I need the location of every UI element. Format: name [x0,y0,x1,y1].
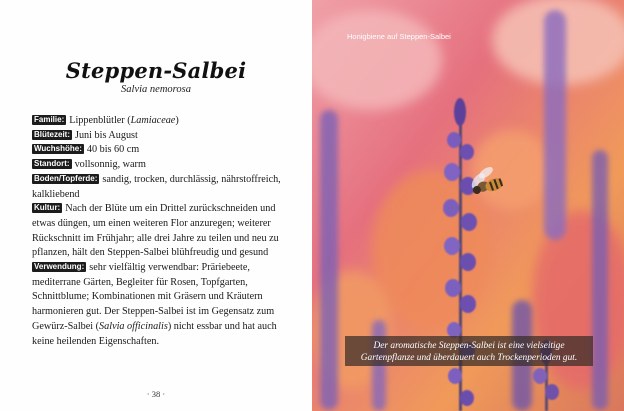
usage-text: sehr vielfältig verwendbar: Präriebeete, mediterrane Gärten, Begleiter für Rosen, Topfgarten, Schnittblume; Kombinationen mit Gräsern und Kräutern harmonieren gut. Der Steppen-Salbei ist im Gegensatz zum Gewürz-Salbei ( [32,262,275,332]
label-height: Wuchshöhe: [34,144,82,154]
entry-location [32,158,284,173]
location-text: vollsonnig, warm [74,159,146,171]
bloom-time-text: Juni bis August [75,129,138,141]
plant-profile [32,114,284,349]
label-soil: Boden/Topferde: [34,173,98,183]
plant-title: Steppen-Salbei [65,58,247,83]
label-location: Standort: [34,159,70,169]
photo-caption: Der aromatische Steppen-Salbei ist eine vielseitige Gartenpflanze und überdauert auch Trockenperioden gut. [360,341,578,363]
height-text: 40 bis 60 cm [86,144,140,156]
caption-box [345,336,593,366]
usage-latin: Salvia officinalis [99,320,168,332]
usage-text-end: ) nicht essbar und hat auch keine heilenden Eigenschaften. [32,320,277,347]
family-close: ) [175,115,179,126]
plant-latin-name: Salvia nemorosa [121,84,191,95]
label-culture: Kultur: [34,203,61,213]
label-bloom-time: Blütezeit: [34,129,70,139]
soil-text: sandig, trocken, durchlässig, nährstoffreich, kalkliebend [32,173,281,200]
entry-family [32,114,284,129]
label-family: Familie: [34,115,65,124]
right-page [312,0,624,411]
family-text: Lippenblütler ( [69,115,131,126]
entry-culture [32,202,284,261]
photo-label: Honigbiene auf Steppen-Salbei [347,32,451,41]
entry-bloom-time [32,129,284,144]
entry-height [32,143,284,158]
family-latin: Lamiaceae [130,115,176,126]
entry-usage [32,261,284,349]
page-number: · 38 · [146,389,166,399]
culture-text: Nach der Blüte um ein Drittel zurückschneiden und etwas düngen, um einen weiteren Flor anzuregen; weiterer Rückschnitt im Frühjahr; alle drei Jahre zu teilen und neu zu pflanzen, hält den Steppen-Salbei blühfreudig und gesund [32,203,279,259]
label-usage: Verwendung: [34,262,85,272]
entry-soil [32,173,284,202]
